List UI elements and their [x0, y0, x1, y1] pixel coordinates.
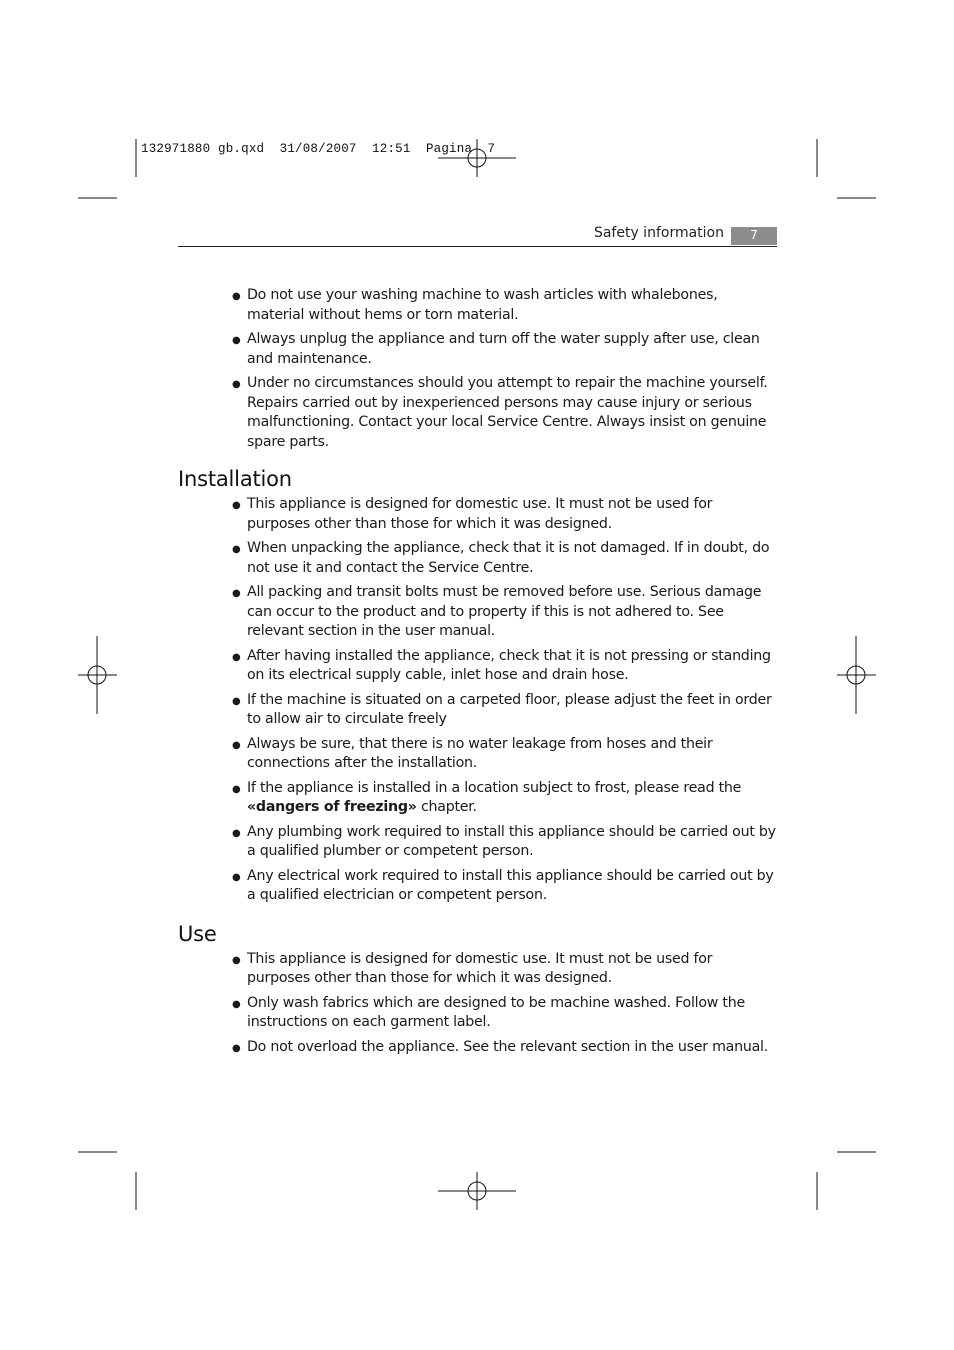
list-item: ● Do not overload the appliance. See the relevant section in the user manual.	[247, 1038, 778, 1058]
registration-mark-right	[837, 636, 876, 714]
running-header-title: Safety information	[593, 225, 724, 241]
header-rule	[178, 246, 777, 247]
list-item: ● Only wash fabrics which are designed to be machine washed. Follow the instructions on each garment label.	[247, 994, 778, 1033]
registration-mark-top	[438, 139, 516, 177]
list-item: ● All packing and transit bolts must be removed before use. Serious damage can occur to the product and to property if this is not adhered to. See relevant section in the user manual.	[247, 583, 778, 642]
list-item: ● Do not use your washing machine to wash articles with whalebones, material without hems or torn material.	[247, 286, 778, 325]
list-item: ● After having installed the appliance, check that it is not pressing or standing on its electrical supply cable, inlet hose and drain hose.	[247, 647, 778, 686]
intro-list	[178, 286, 778, 452]
list-item: ● This appliance is designed for domestic use. It must not be used for purposes other than those for which it was designed.	[247, 950, 778, 989]
list-item-frost	[247, 779, 778, 818]
use-list	[178, 950, 778, 1058]
installation-list	[178, 495, 778, 906]
list-item: ● This appliance is designed for domestic use. It must not be used for purposes other than those for which it was designed.	[247, 495, 778, 534]
registration-mark-left	[78, 636, 117, 714]
registration-mark-bottom	[438, 1172, 516, 1210]
frost-text-after: chapter.	[416, 799, 477, 815]
section-heading-use: Use	[178, 921, 217, 946]
list-item: ● Any plumbing work required to install this appliance should be carried out by a qualified plumber or competent person.	[247, 823, 778, 862]
list-item: ● Always unplug the appliance and turn off the water supply after use, clean and maintenance.	[247, 330, 778, 369]
page-number-badge: 7	[731, 227, 777, 245]
list-item: ● Any electrical work required to install this appliance should be carried out by a qualified electrician or competent person.	[247, 867, 778, 906]
print-slug-line: 132971880 gb.qxd 31/08/2007 12:51 Pagina 7	[141, 142, 496, 156]
list-item: ● If the machine is situated on a carpeted floor, please adjust the feet in order to allow air to circulate freely	[247, 691, 778, 730]
list-item: ● When unpacking the appliance, check that it is not damaged. If in doubt, do not use it and contact the Service Centre.	[247, 539, 778, 578]
list-item: ● Under no circumstances should you attempt to repair the machine yourself. Repairs carried out by inexperienced persons may cause injury or serious malfunctioning. Contact your local Service Centre. Always insist on genuine spare parts.	[247, 374, 778, 452]
page-content	[178, 286, 778, 1062]
section-heading-installation: Installation	[178, 467, 292, 491]
list-item: ● Always be sure, that there is no water leakage from hoses and their connections after the installation.	[247, 735, 778, 774]
frost-text-before: If the appliance is installed in a location subject to frost, please read the	[247, 779, 742, 796]
dangers-of-freezing-reference: «dangers of freezing»	[247, 799, 417, 815]
